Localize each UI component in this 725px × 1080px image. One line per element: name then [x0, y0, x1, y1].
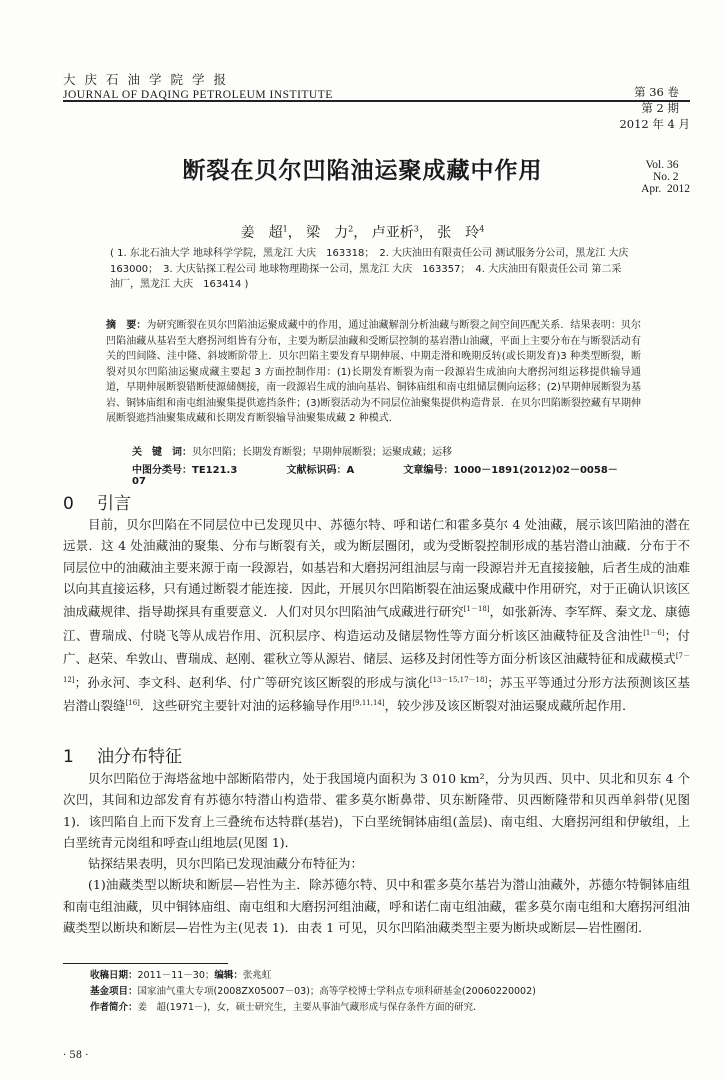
issue-en: No. 2: [652, 171, 679, 183]
article-id: 文章编号：1000－1891(2012)02－0058－07: [132, 465, 618, 487]
author-list: 姜 超$^1$， 梁 力$^2$， 卢亚析$^3$， 张 玲$^4$: [240, 224, 485, 241]
clc-number: 中图分类号：TE121.3: [132, 465, 238, 476]
issue-cn: 第 2 期: [641, 101, 680, 115]
author-4: 张 玲$^4$: [437, 224, 485, 241]
page-number: · 58 ·: [63, 1050, 89, 1061]
journal-name: [63, 70, 690, 101]
abstract: [106, 318, 641, 427]
date-cn: 2012 年 4 月: [619, 117, 690, 131]
abstract-label: 摘 要：: [106, 320, 147, 331]
author-3: 卢亚析$^3$: [371, 224, 419, 241]
classification-line: [132, 461, 672, 487]
section-1-body: [63, 768, 690, 938]
section-0-body: [63, 514, 690, 716]
paper-title: 断裂在贝尔凹陷油运聚成藏中作用: [182, 158, 543, 184]
author-1: 姜 超$^1$: [240, 224, 288, 241]
received-date: 收稿日期：2011－11－30；编辑：张兆虹: [90, 970, 272, 981]
date-en: Apr. 2012: [641, 183, 690, 195]
author-2: 梁 力$^2$: [306, 224, 354, 241]
section-1-paragraph-1: 贝尔凹陷位于海塔盆地中部断陷带内，处于我国境内面积为 3 010 km²，分为贝西、贝中、贝北和贝东 4 个次凹，其间和边部发育有苏德尔特潜山构造带、霍多莫尔断鼻带、贝东断隆带、贝西断隆带和贝西单斜带(见图 1)．该凹陷自上而下发育上三叠统布达特群(基岩)，下白垩统铜钵庙组(盖层)、南屯组、大磨拐河组和伊敏组，上白垩统青元岗组和呼查山组地层(见图 1)．: [63, 771, 690, 850]
journal-name-cn: 大庆石油学院学报: [63, 72, 236, 87]
volume-en: Vol. 36: [645, 159, 679, 171]
keywords: [132, 443, 652, 458]
section-1-paragraph-2: 钻探结果表明，贝尔凹陷已发现油藏分布特征为：: [88, 856, 364, 872]
journal-name-en: JOURNAL OF DAQING PETROLEUM INSTITUTE: [63, 89, 333, 101]
abstract-text: 为研究断裂在贝尔凹陷油运聚成藏中的作用，通过油藏解剖分析油藏与断裂之间空间匹配关系．结果表明：贝尔凹陷油藏从基岩至大磨拐河组皆有分布，主要为断层油藏和受断层控制的基岩潜山油藏，平面上主要分布在与断裂活动有关的凹间隆、洼中隆、斜坡断阶带上．贝尔凹陷主要发育早期伸展、中期走滑和晚期反转(或长期发育)3 种类型断裂，断裂对贝尔凹陷油运聚成藏主要起 3 方面控制作用：(1)长期发育断裂为南一段源岩生成油向大磨拐河组运移提供输导通道，早期伸展断裂错断使源储侧接，南一段源岩生成的油向基岩、铜钵庙组和南屯组储层侧向运移；(2)早期伸展断裂为基岩、铜钵庙组和南屯组油聚集提供遮挡条件；(3)断裂活动为不同层位油聚集提供构造背景．在贝尔凹陷断裂控藏有早期伸展断裂遮挡油聚集成藏和长期发育断裂输导油聚集成藏 2 种模式．: [106, 320, 642, 424]
doc-code: 文献标识码：A: [286, 465, 355, 476]
author-bio: 作者简介：姜 超(1971－)，女，硕士研究生，主要从事油气藏形成与保存条件方面的研究．: [90, 1002, 483, 1013]
footnote: [90, 968, 690, 1016]
section-1-heading: 1 油分布特征: [63, 747, 182, 767]
affiliations: ( 1. 东北石油大学 地球科学学院，黑龙江 大庆 163318； 2. 大庆油田有限责任公司 测试服务分公司，黑龙江 大庆 163000； 3. 大庆钻探工程公司 地球物理勘探一公司，黑龙江 大庆 163357； 4. 大庆油田有限责任公司 第二采油厂，黑龙江 大庆 163414 ): [110, 248, 629, 290]
footnote-rule: [63, 963, 228, 964]
section-1-paragraph-3: (1)油藏类型以断块和断层—岩性为主．除苏德尔特、贝中和霍多莫尔基岩为潜山油藏外，苏德尔特铜钵庙组和南屯组油藏，贝中铜钵庙组、南屯组和大磨拐河组油藏，呼和诺仁南屯组油藏，霍多莫尔南屯组和大磨拐河组油藏类型以断块和断层—岩性为主(见表 1)．由表 1 可见，贝尔凹陷油藏类型主要为断块或断层—岩性圈闭．: [63, 877, 690, 936]
keywords-text: 贝尔凹陷；长期发育断裂；早期伸展断裂；运聚成藏；运移: [192, 447, 452, 458]
header-rule: [63, 100, 690, 102]
keywords-label: 关 键 词：: [132, 447, 192, 458]
intro-paragraph: 目前，贝尔凹陷在不同层位中已发现贝中、苏德尔特、呼和诺仁和霍多莫尔 4 处油藏，展示该凹陷油的潜在远景．这 4 处油藏油的聚集、分布与断裂有关，或为断层圈闭，或为受断裂控制形成的基岩潜山油藏．分布于不同层位中的油藏油主要来源于南一段源岩，如基岩和大磨拐河组油层与南一段源岩并无直接接触，后者生成的油难以向其直接运移，只有通过断裂才能连接．因此，开展贝尔凹陷断裂在油运聚成藏中作用研究，对于正确认识该区油成藏规律、指导勘探具有重要意义．人们对贝尔凹陷油气成藏进行研究[1－18]，如张新涛、李军辉、秦文龙、康德江、曹瑞成、付晓飞等从成岩作用、沉积层序、构造运动及储层物性等方面分析该区油藏特征及含油性[1－6]；付广、赵荣、牟敦山、曹瑞成、赵刚、霍秋立等从源岩、储层、运移及封闭性等方面分析该区油藏特征和成藏模式[7－12]；孙永河、李文科、赵利华、付广等研究该区断裂的形成与演化[13－15,17－18]；苏玉平等通过分形方法预测该区基岩潜山裂缝[16]．这些研究主要针对油的运移输导作用[9,11,14]，较少涉及该区断裂对油运聚成藏所起作用．: [63, 517, 690, 714]
issue-info: [598, 70, 691, 207]
section-0-heading: 0 引言: [63, 494, 131, 514]
volume-cn: 第 36 卷: [634, 85, 680, 99]
fund-info: 基金项目：国家油气重大专项(2008ZX05007－03)；高等学校博士学科点专项科研基金(20060220002): [90, 986, 536, 997]
